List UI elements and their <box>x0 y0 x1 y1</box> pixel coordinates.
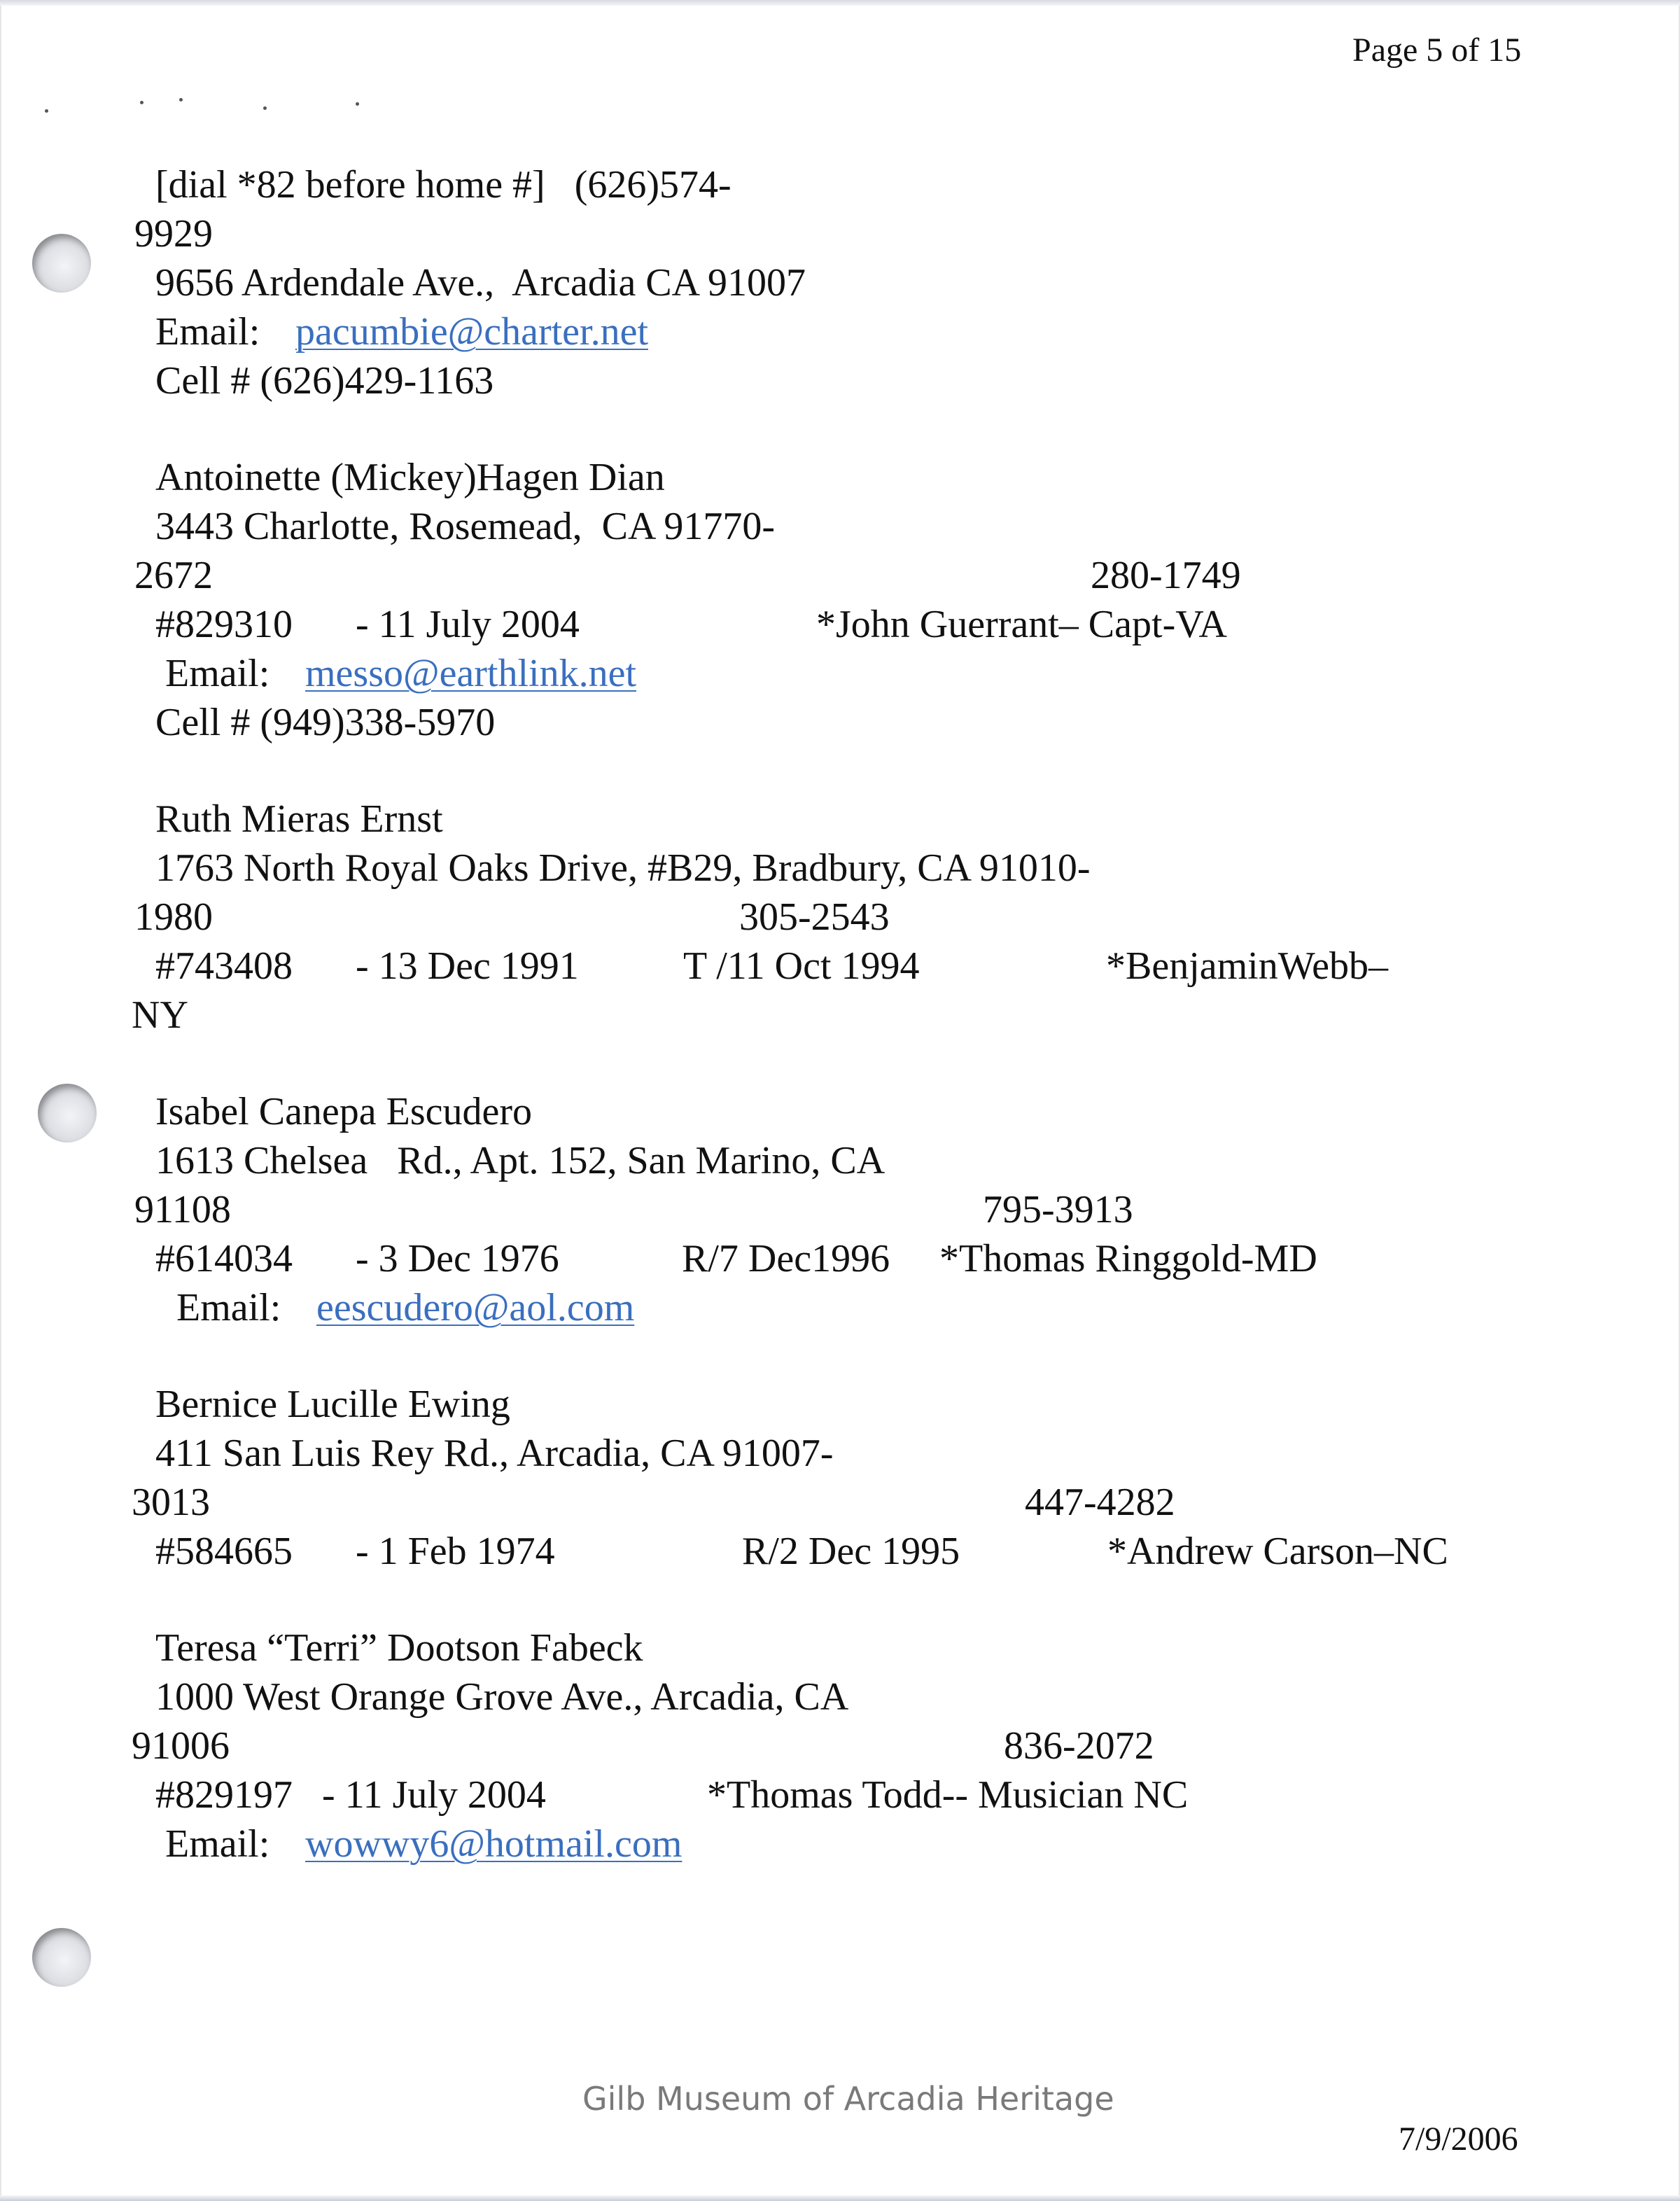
zip-continuation: 2672 <box>134 554 213 597</box>
scan-speck <box>263 106 267 110</box>
scan-bottom-edge <box>0 2195 1680 2201</box>
zip-continuation: 3013 <box>132 1481 210 1524</box>
address: 1613 Chelsea Rd., Apt. 152, San Marino, CA <box>155 1139 886 1182</box>
member-number: #614034 <box>155 1237 293 1280</box>
address: 1000 West Orange Grove Ave., Arcadia, CA <box>155 1675 849 1719</box>
phone: 280-1749 <box>1091 554 1241 597</box>
member-name: Antoinette (Mickey)Hagen Dian <box>155 456 665 499</box>
email-label: Email: <box>165 1822 270 1866</box>
address: 9656 Ardendale Ave., Arcadia CA 91007 <box>155 261 806 305</box>
member-date: - 11 July 2004 <box>356 603 580 646</box>
punch-hole-top <box>32 234 91 293</box>
ancestor-continuation: NY <box>132 993 188 1037</box>
member-name: Bernice Lucille Ewing <box>155 1383 510 1426</box>
phone: 305-2543 <box>739 895 890 939</box>
cell-phone: Cell # (626)429-1163 <box>155 359 494 403</box>
scan-speck <box>45 109 48 113</box>
member-date: - 3 Dec 1976 <box>356 1237 559 1280</box>
member-name: Ruth Mieras Ernst <box>155 797 443 841</box>
member-name: Isabel Canepa Escudero <box>155 1090 532 1133</box>
email-link[interactable]: messo@earthlink.net <box>305 652 637 695</box>
scan-speck <box>179 98 183 102</box>
member-status: R/2 Dec 1995 <box>742 1530 960 1573</box>
email-label: Email: <box>165 652 270 695</box>
member-date: - 11 July 2004 <box>322 1773 546 1817</box>
phone: 836-2072 <box>1004 1724 1154 1768</box>
member-status: R/7 Dec1996 <box>682 1237 890 1280</box>
ancestor: *Thomas Ringgold-MD <box>939 1237 1317 1280</box>
member-name: Teresa “Terri” Dootson Fabeck <box>155 1626 643 1670</box>
address: 411 San Luis Rey Rd., Arcadia, CA 91007- <box>155 1432 834 1475</box>
email-label: Email: <box>176 1286 281 1329</box>
scan-speck <box>140 101 144 104</box>
phone: 795-3913 <box>983 1188 1133 1231</box>
phone-continuation: 9929 <box>134 212 213 256</box>
ancestor: *Andrew Carson–NC <box>1107 1530 1448 1573</box>
museum-watermark: Gilb Museum of Arcadia Heritage <box>582 2080 1114 2118</box>
zip-continuation: 91108 <box>134 1188 231 1231</box>
email-link[interactable]: wowwy6@hotmail.com <box>305 1822 682 1866</box>
member-number: #829197 <box>155 1773 293 1817</box>
member-date: - 13 Dec 1991 <box>356 944 579 988</box>
document-date: 7/9/2006 <box>1399 2120 1518 2158</box>
punch-hole-bottom <box>32 1928 91 1987</box>
address: 3443 Charlotte, Rosemead, CA 91770- <box>155 505 776 548</box>
phone: 447-4282 <box>1025 1481 1175 1524</box>
scan-speck <box>356 102 359 106</box>
member-number: #829310 <box>155 603 293 646</box>
punch-hole-middle <box>38 1084 97 1143</box>
page-number: Page 5 of 15 <box>1352 32 1522 69</box>
ancestor: *BenjaminWebb– <box>1106 944 1388 988</box>
zip-continuation: 1980 <box>134 895 213 939</box>
member-status: T /11 Oct 1994 <box>683 944 920 988</box>
cell-phone: Cell # (949)338-5970 <box>155 701 496 744</box>
member-date: - 1 Feb 1974 <box>356 1530 555 1573</box>
address: 1763 North Royal Oaks Drive, #B29, Bradbury, CA 91010- <box>155 846 1091 890</box>
ancestor: *John Guerrant– Capt-VA <box>816 603 1227 646</box>
member-number: #743408 <box>155 944 293 988</box>
scan-top-edge <box>0 0 1680 6</box>
ancestor: *Thomas Todd-- Musician NC <box>707 1773 1189 1817</box>
email-link[interactable]: pacumbie@charter.net <box>295 310 648 354</box>
email-label: Email: <box>155 310 260 354</box>
zip-continuation: 91006 <box>132 1724 230 1768</box>
email-link[interactable]: eescudero@aol.com <box>316 1286 635 1329</box>
dial-note-line: [dial *82 before home #] (626)574- <box>155 163 732 207</box>
member-number: #584665 <box>155 1530 293 1573</box>
